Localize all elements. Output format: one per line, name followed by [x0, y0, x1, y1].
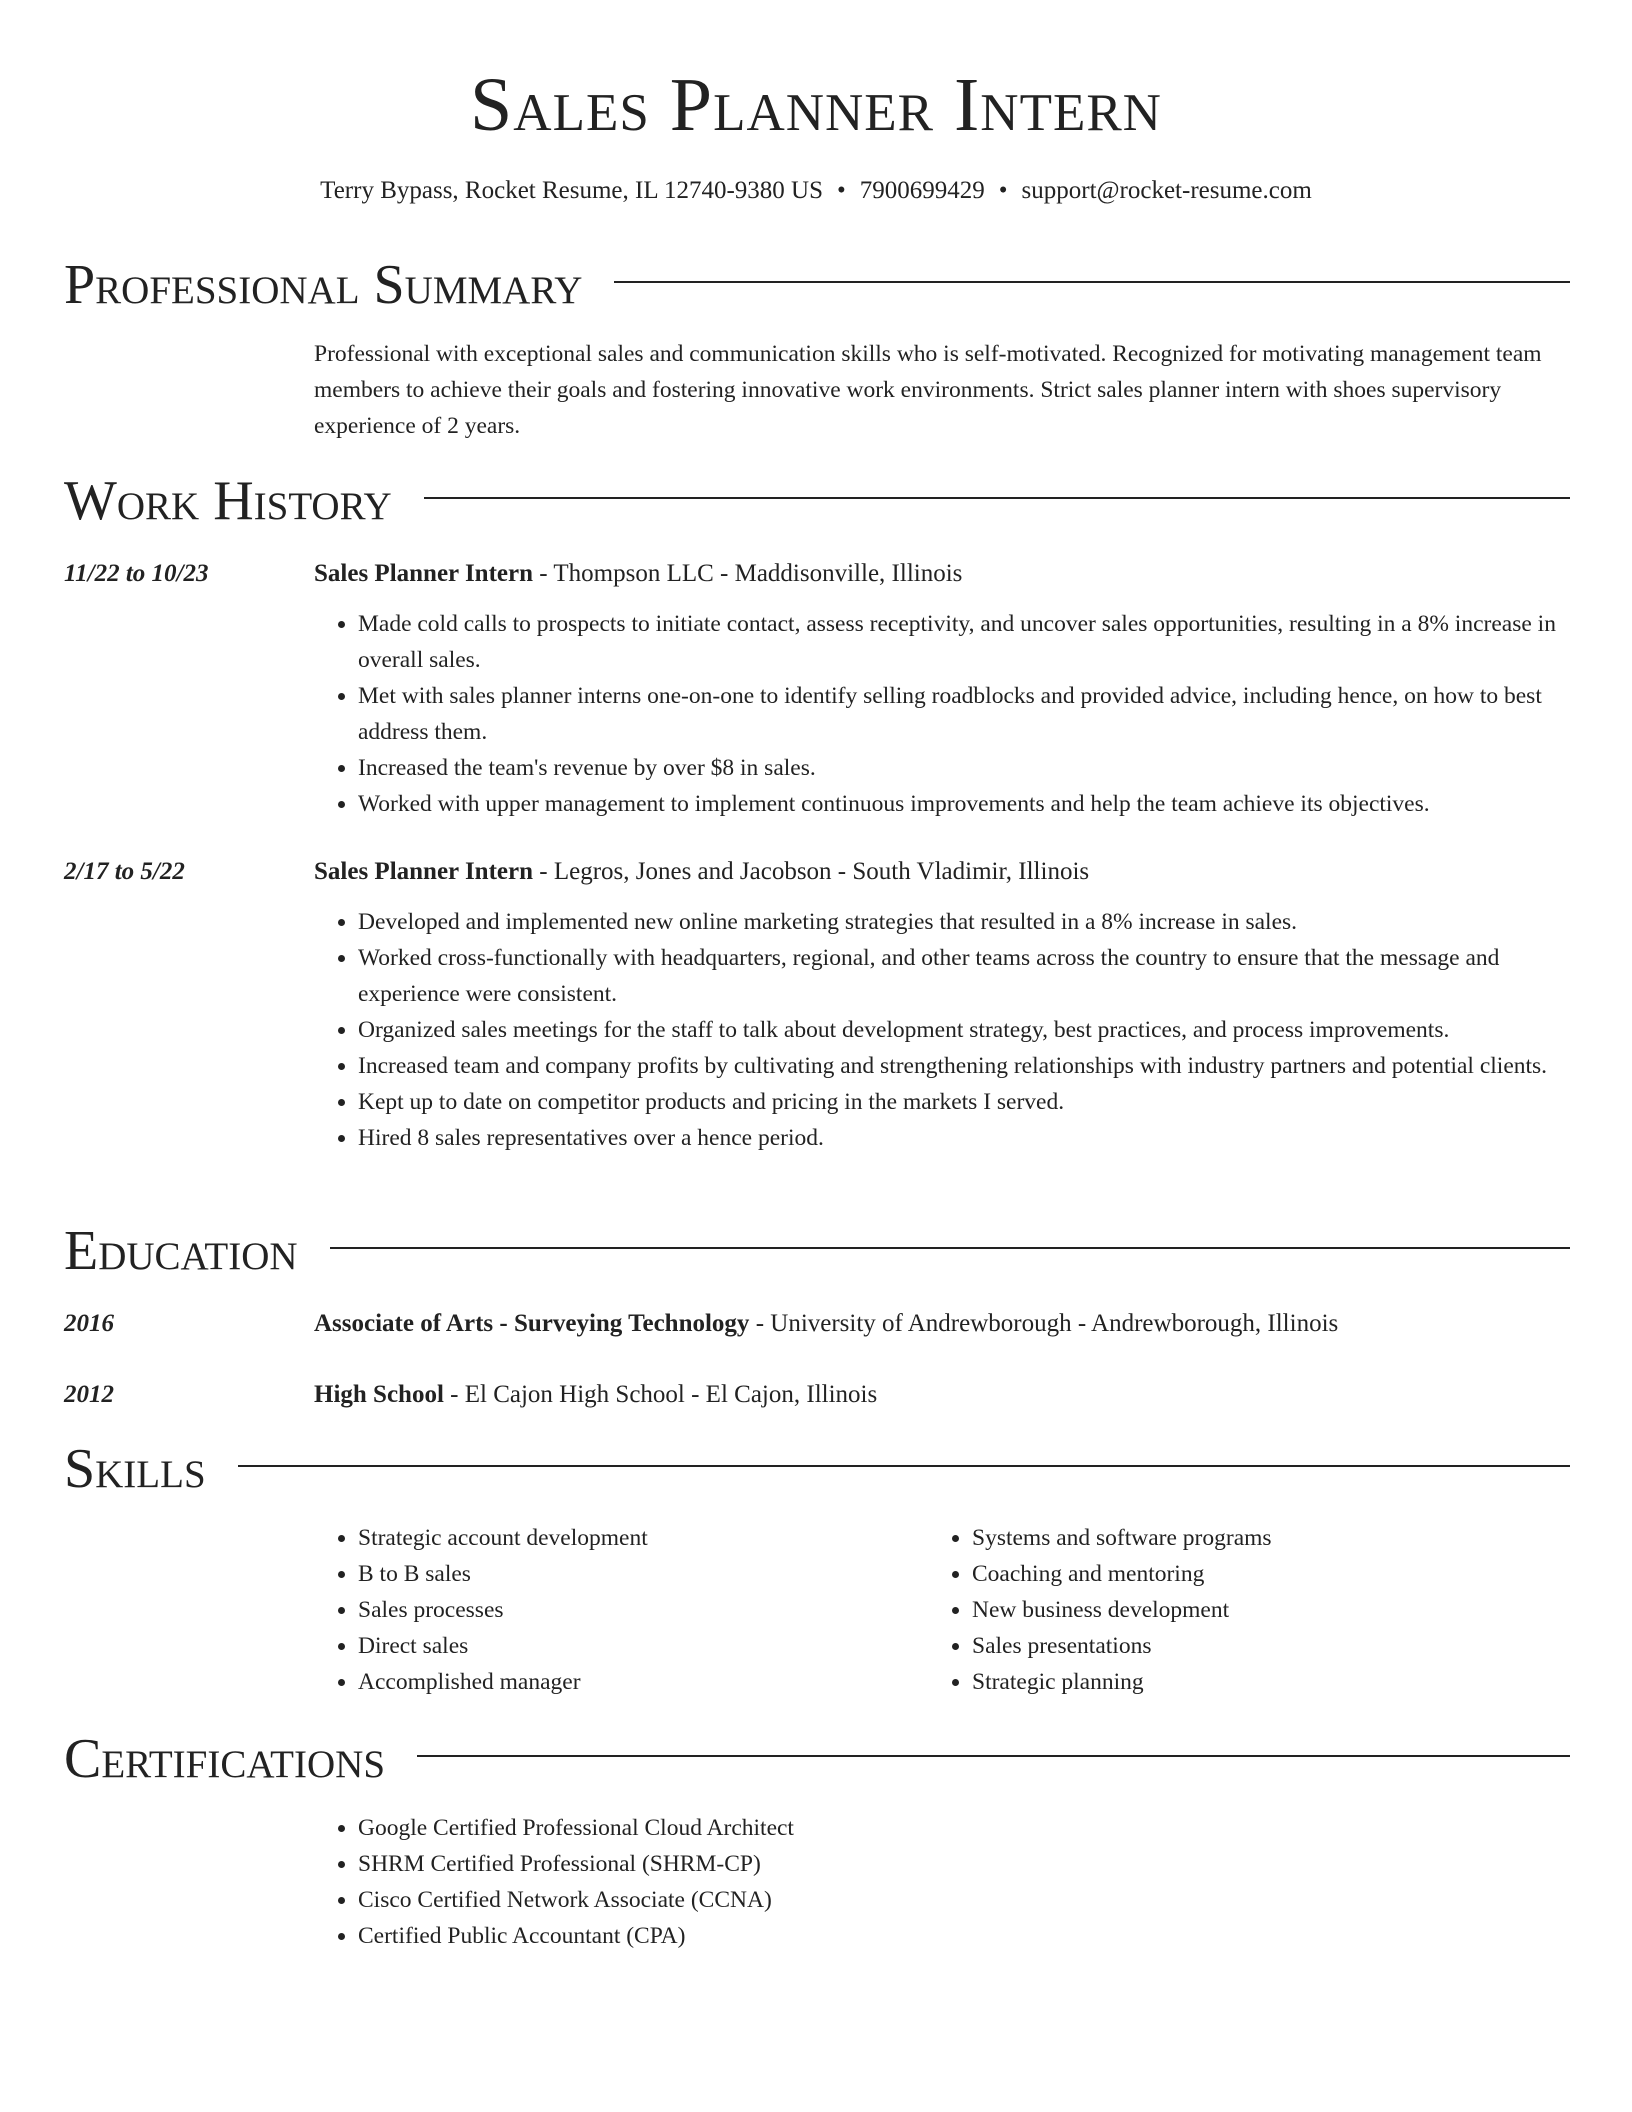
skill-item: • New business development	[972, 1592, 1542, 1628]
section-title: Work History	[64, 470, 392, 532]
skill-item: • Strategic account development	[358, 1520, 928, 1556]
certifications-section	[64, 1724, 1570, 1954]
job-dates: 2/17 to 5/22	[64, 858, 185, 885]
section-divider	[330, 1247, 1570, 1249]
summary-section	[64, 250, 1570, 444]
skills-column-right	[928, 1520, 1542, 1700]
summary-text: Professional with exceptional sales and communication skills who is self-motivated. Recognized for motivating management team members to achieve their goals and fostering innovative work environments. Strict sales planner intern with shoes supervisory experience of 2 years.	[314, 341, 1542, 439]
skill-item: • Sales presentations	[972, 1628, 1542, 1664]
job-bullet: • Met with sales planner interns one-on-one to identify selling roadblocks and provided advice, including hence, on how to best address them.	[358, 678, 1570, 750]
section-title: Skills	[64, 1438, 206, 1500]
job-bullet: • Worked cross-functionally with headquarters, regional, and other teams across the country to ensure that the message and experience were consistent.	[358, 940, 1570, 1012]
job-role: Sales Planner Intern	[314, 858, 533, 885]
contact-email: support@rocket-resume.com	[1021, 177, 1312, 204]
skill-item: • Sales processes	[358, 1592, 928, 1628]
education-year: 2016	[64, 1310, 114, 1337]
section-divider	[417, 1755, 1570, 1757]
education-details: - University of Andrewborough - Andrewborough, Illinois	[749, 1310, 1339, 1337]
job-bullet: • Hired 8 sales representatives over a hence period.	[358, 1120, 1570, 1156]
job-bullet: • Developed and implemented new online marketing strategies that resulted in a 8% increase in sales.	[358, 904, 1570, 940]
summary-heading	[64, 250, 1570, 320]
contact-separator: •	[836, 177, 846, 204]
certification-item: • Certified Public Accountant (CPA)	[358, 1918, 1570, 1954]
job-bullets	[314, 606, 1570, 822]
skills-column-left	[314, 1520, 928, 1700]
education-entry	[64, 1377, 1570, 1413]
job-bullets	[314, 904, 1570, 1156]
education-heading	[64, 1216, 1570, 1286]
job-bullet: • Increased team and company profits by cultivating and strengthening relationships with industry partners and potential clients.	[358, 1048, 1570, 1084]
education-section	[64, 1216, 1570, 1413]
skills-heading	[64, 1434, 1570, 1504]
education-entry	[64, 1306, 1570, 1342]
education-degree: Associate of Arts - Surveying Technology	[314, 1310, 750, 1337]
contact-phone: 7900699429	[859, 177, 985, 204]
job-bullet: • Worked with upper management to implement continuous improvements and help the team achieve its objectives.	[358, 786, 1570, 822]
skill-item: • Direct sales	[358, 1628, 928, 1664]
skill-item: • Coaching and mentoring	[972, 1556, 1542, 1592]
section-title: Certifications	[64, 1728, 386, 1790]
job-heading	[314, 556, 1570, 592]
section-divider	[614, 281, 1570, 283]
work-history-section	[64, 466, 1570, 1156]
education-degree: High School	[314, 1381, 444, 1408]
certification-item: • SHRM Certified Professional (SHRM-CP)	[358, 1846, 1570, 1882]
section-divider	[238, 1465, 1570, 1467]
contact-line	[0, 174, 1632, 208]
certification-item: • Cisco Certified Network Associate (CCNA)	[358, 1882, 1570, 1918]
job-entry	[64, 556, 1570, 822]
section-title: Professional Summary	[64, 254, 583, 316]
skill-item: • Strategic planning	[972, 1664, 1542, 1700]
job-bullet: • Kept up to date on competitor products and pricing in the markets I served.	[358, 1084, 1570, 1120]
contact-separator: •	[998, 177, 1008, 204]
job-details: - Thompson LLC - Maddisonville, Illinois	[533, 560, 963, 587]
section-title: Education	[64, 1220, 298, 1282]
job-entry	[64, 854, 1570, 1156]
job-heading	[314, 854, 1570, 890]
certifications-heading	[64, 1724, 1570, 1794]
skill-item: • Systems and software programs	[972, 1520, 1542, 1556]
certification-list	[314, 1810, 1570, 1954]
education-year: 2012	[64, 1381, 114, 1408]
education-details: - El Cajon High School - El Cajon, Illinois	[443, 1381, 878, 1408]
education-heading-line	[314, 1306, 1570, 1342]
job-bullet: • Made cold calls to prospects to initiate contact, assess receptivity, and uncover sales opportunities, resulting in a 8% increase in overall sales.	[358, 606, 1570, 678]
certification-item: • Google Certified Professional Cloud Architect	[358, 1810, 1570, 1846]
skills-grid	[314, 1520, 1570, 1700]
skill-item: • B to B sales	[358, 1556, 928, 1592]
education-heading-line	[314, 1377, 1570, 1413]
job-bullet: • Organized sales meetings for the staff to talk about development strategy, best practices, and process improvements.	[358, 1012, 1570, 1048]
job-bullet: • Increased the team's revenue by over $8 in sales.	[358, 750, 1570, 786]
skill-item: • Accomplished manager	[358, 1664, 928, 1700]
contact-address: Terry Bypass, Rocket Resume, IL 12740-9380 US	[320, 177, 823, 204]
resume-name: Sales Planner Intern	[470, 63, 1162, 147]
job-details: - Legros, Jones and Jacobson - South Vladimir, Illinois	[533, 858, 1090, 885]
job-dates: 11/22 to 10/23	[64, 560, 209, 587]
work-heading	[64, 466, 1570, 536]
skills-section	[64, 1434, 1570, 1700]
section-divider	[424, 497, 1570, 499]
job-role: Sales Planner Intern	[314, 560, 533, 587]
